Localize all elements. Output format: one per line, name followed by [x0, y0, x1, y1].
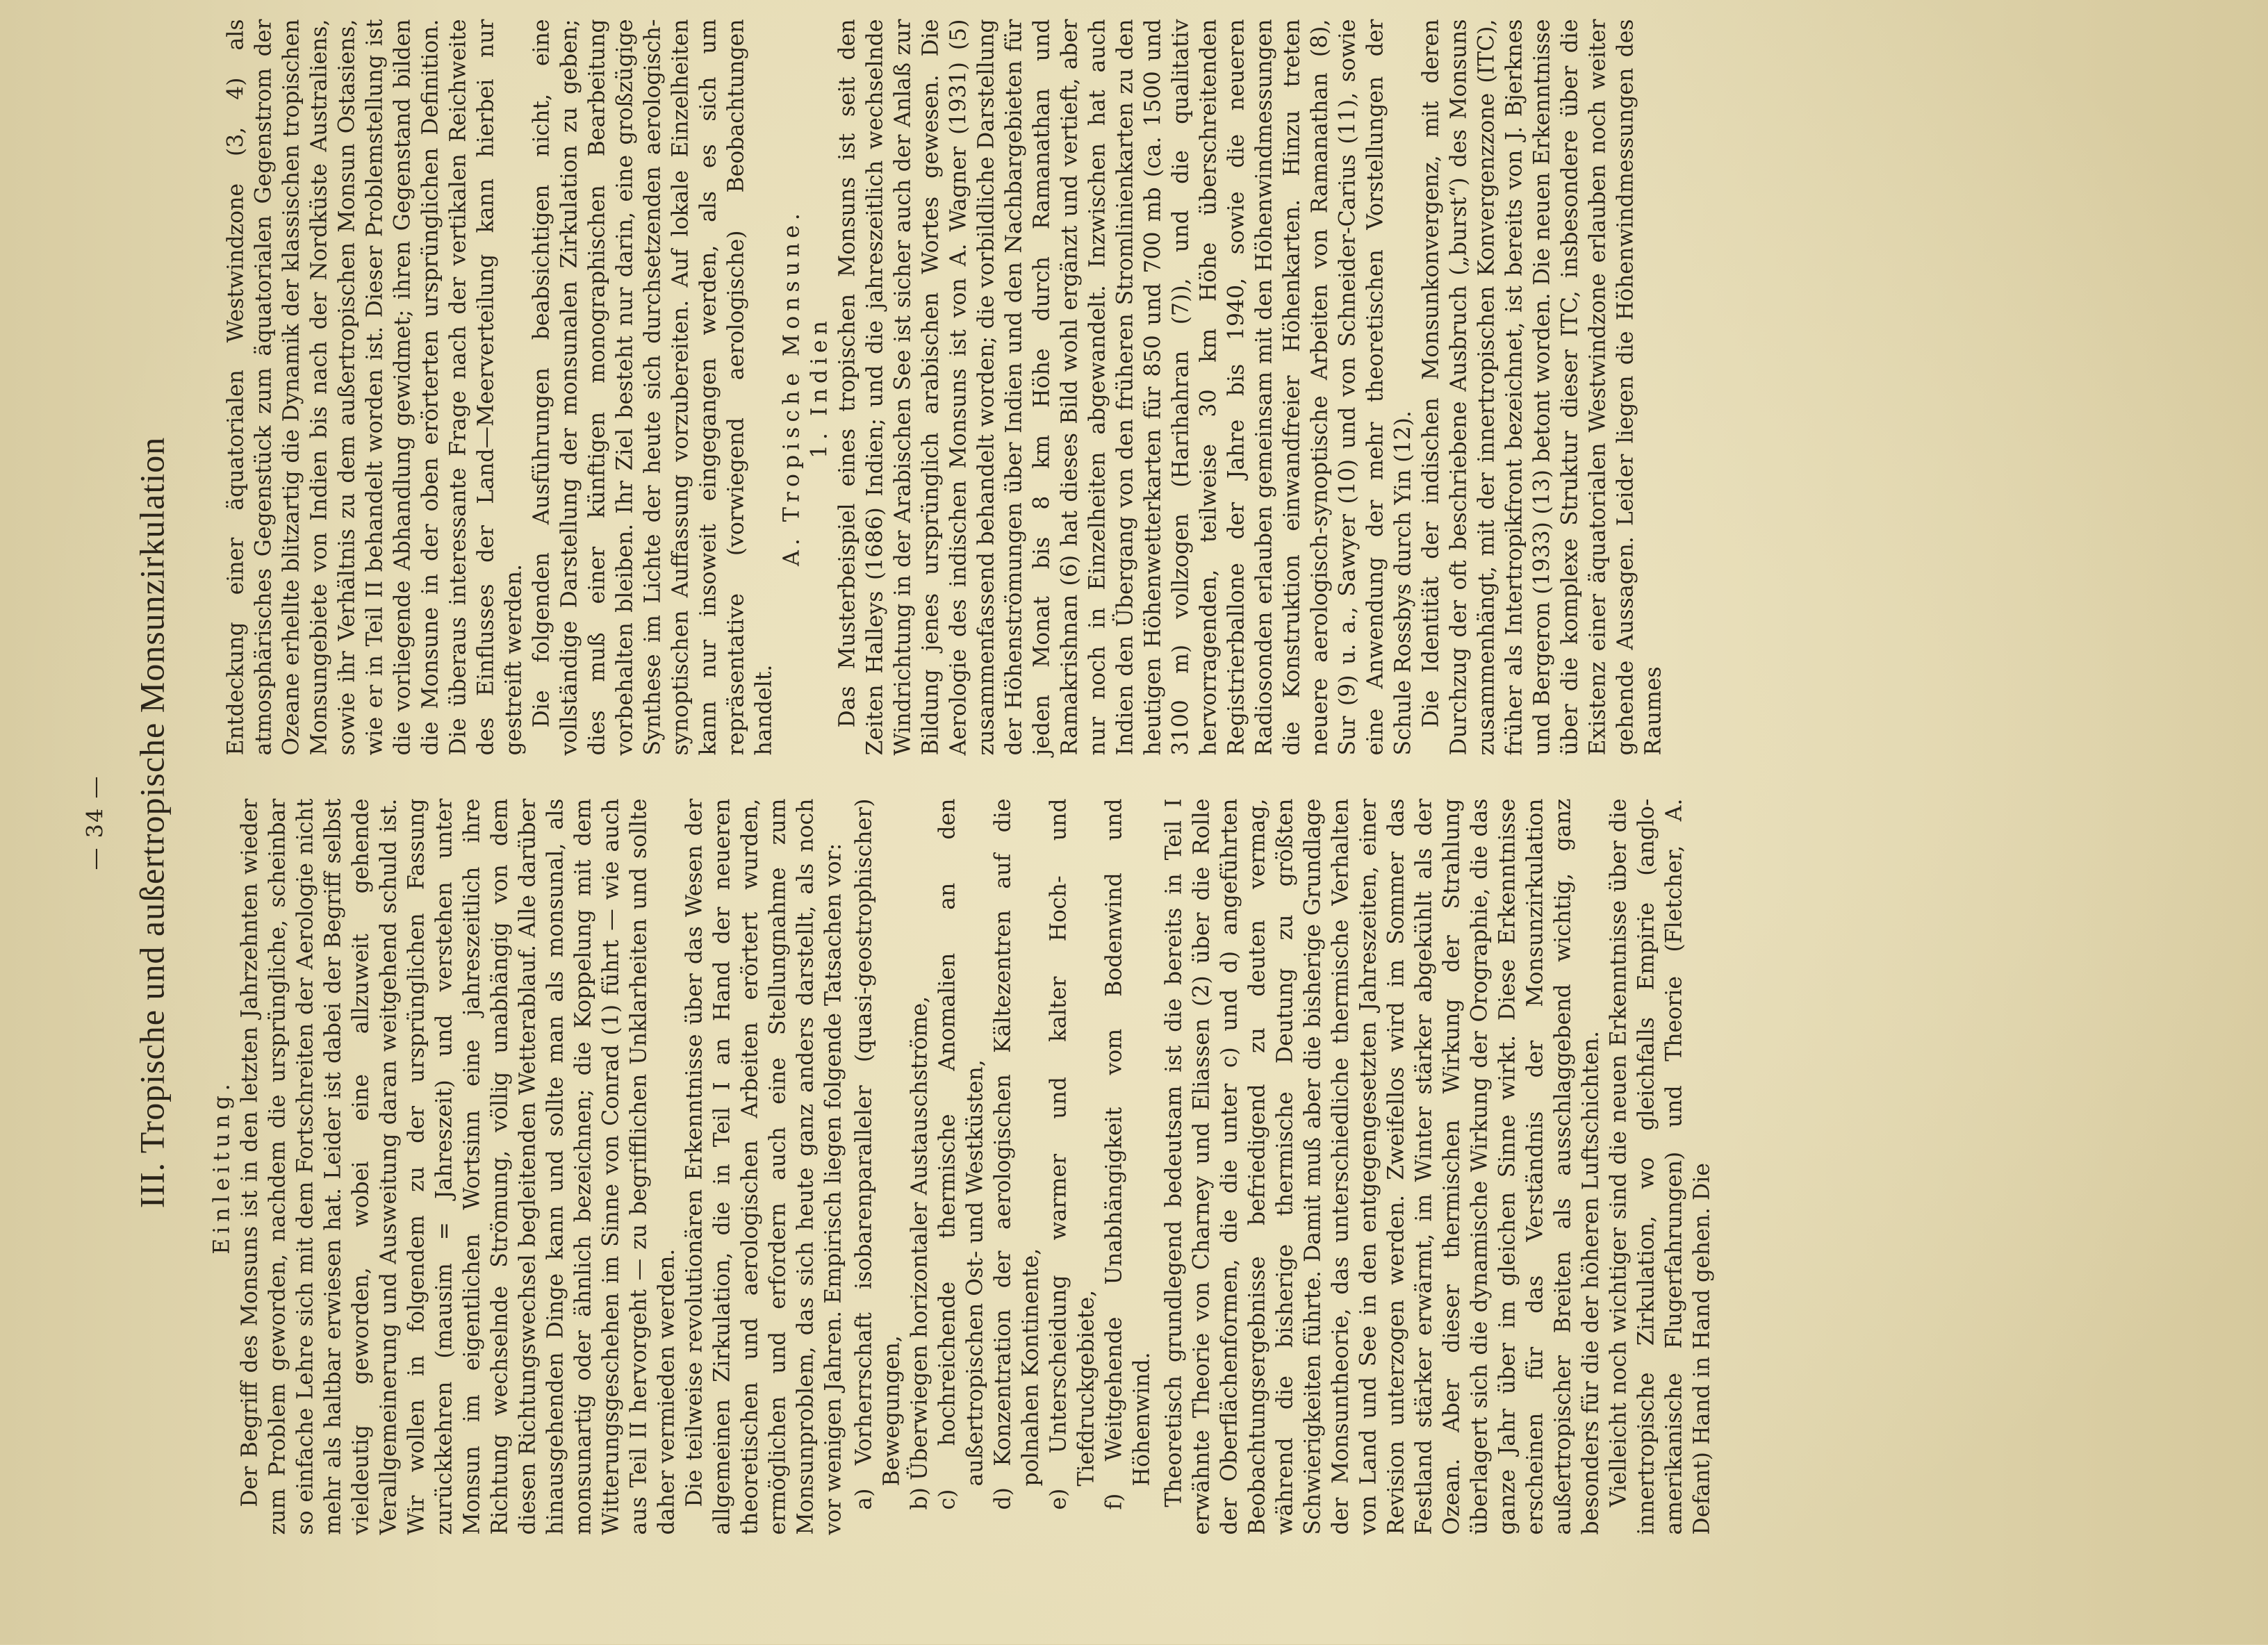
page-number: — 34 — [81, 775, 108, 870]
list-item: f) Weitgehende Unabhängigkeit vom Bodenwind und Höhenwind. [1101, 798, 1155, 1510]
list-item: b) Überwiegen horizontaler Austauschströme, [907, 995, 932, 1510]
page-title: III. Tropische und außertropische Monsunzirkulation [132, 436, 172, 1209]
rotated-page [0, 1, 2268, 1645]
list-item: c) hochreichende thermische Anomalien an den außertropischen Ost- und Westküsten, [935, 798, 988, 1510]
intro-heading: Einleitung. [209, 1079, 235, 1255]
section-1-heading: 1. Indien [807, 316, 832, 458]
intro-paragraph-2: Die teilweise revolutionären Erkenntnisse über das Wesen der allgemeinen Zirkulation, die in Teil I an Hand der neueren theoretischen und aerologischen Arbeiten erörtert wurden, ermöglichen und erfordern auch eine Stellungnahme zum Monsunproblem, das sich heute ganz anders darstellt, als noch vor wenigen Jahren. Empirisch liegen folgende Tatsachen vor: [682, 798, 846, 1535]
intro-paragraph-4: Vielleicht noch wichtiger sind die neuen Erkenntnisse über die innertropische Zirkulation, wo gleichfalls Empirie (anglo-amerikanische Flugerfahrungen) und Theorie (Fletcher, A. Defant) Hand in Hand gehen. Die [1606, 798, 1715, 1535]
section-a-heading: A. Tropische Monsune. [779, 208, 805, 566]
intro-paragraph-3: Theoretisch grundlegend bedeutsam ist die bereits in Teil I erwähnte Theorie von Charney und Eliassen (2) über die Rolle der Oberflächenformen, die die unter c) und d) angeführten Beobachtungsergebnisse befriedigend zu deuten vermag, während die bisherige thermische Deutung zu größten Schwierigkeiten führte. Damit muß aber die bisherige Grundlage der Monsuntheorie, das unterschiedliche thermische Verhalten von Land und See in den entgegengesetzten Jahreszeiten, einer Revision unterzogen werden. Zweifellos wird im Sommer das Festland stärker erwärmt, im Winter stärker abgekühlt als der Ozean. Aber dieser thermischen Wirkung der Strahlung überlagert sich die dynamische Wirkung der Orographie, die das ganze Jahr über im gleichen Sinne wirkt. Diese Erkenntnisse erscheinen für das Verständnis der Monsunzirkulation außertropischer Breiten als ausschlaggebend wichtig, ganz besonders für die der höheren Luftschichten. [1161, 798, 1604, 1535]
list-item: e) Unterscheidung warmer und kalter Hoch- und Tiefdruckgebiete, [1046, 798, 1099, 1510]
right-paragraph-2: Das Musterbeispiel eines tropischen Monsuns ist seit den Zeiten Halleys (1686) Indien; und die jahreszeitlich wechselnde Windrichtung in der Arabischen See ist sicher auch der Anlaß zur Bildung jenes ursprünglich arabischen Wortes gewesen. Die Aerologie des indischen Monsuns ist von A. Wagner (1931) (5) zusammenfassend behandelt worden; die vorbildliche Darstellung der Höhenströmungen über Indien und den Nachbargebieten für jeden Monat bis 8 km Höhe durch Ramanathan und Ramakrishnan (6) hat dieses Bild wohl ergänzt und vertieft, aber nur noch in Einzelheiten abgewandelt. Inzwischen hat auch Indien den Übergang von den früheren Stromlinienkarten zu den heutigen Höhenwetterkarten für 850 und 700 mb (ca. 1500 und 3100 m) vollzogen (Harihahran (7)), und die qualitativ hervorragenden, teilweise 30 km Höhe überschreitenden Registrierballone der Jahre bis 1940, sowie die neueren Radiosonden erlauben gemeinsam mit den Höhenwindmessungen die Konstruktion einwandfreier Höhenkarten. Hinzu treten neuere aerologisch-synoptische Arbeiten von Ramanathan (8), Sur (9) u. a., Sawyer (10) und von Schneider-Carius (11), sowie eine Anwendung der mehr theoretischen Vorstellungen der Schule Rossbys durch Yin (12). [835, 19, 1416, 756]
right-column [222, 19, 1668, 756]
left-column [208, 799, 1716, 1535]
list-item: a) Vorherrschaft isobarenparalleler (quasi-geostrophischer) Bewegungen, [851, 798, 905, 1510]
right-paragraph-1: Die folgenden Ausführungen beabsichtigen nicht, eine vollständige Darstellung der monsunalen Zirkulation zu geben; dies muß einer künftigen monographischen Bearbeitung vorbehalten bleiben. Ihr Ziel besteht nur darin, eine großzügige Synthese im Lichte der heute sich durchsetzenden aerologisch-synoptischen Auffassung vorzubereiten. Auf lokale Einzelheiten kann nur insoweit eingegangen werden, als es sich um repräsentative (vorwiegend aerologische) Beobachtungen handelt. [529, 19, 777, 756]
intro-paragraph-1: Der Begriff des Monsuns ist in den letzten Jahrzehnten wieder zum Problem geworden, nachdem die ursprüngliche, scheinbar so einfache Lehre sich mit dem Fortschreiten der Aerologie nicht mehr als haltbar erwiesen hat. Leider ist dabei der Begriff selbst vieldeutig geworden, wobei eine allzuweit gehende Verallgemeinerung und Ausweitung daran weitgehend schuld ist. Wir wollen in folgendem zu der ursprünglichen Fassung zurückkehren (mausim = Jahreszeit) und verstehen unter Monsun im eigentlichen Wortsinn eine jahreszeitlich ihre Richtung wechselnde Strömung, völlig unabhängig von dem diesen Richtungswechsel begleitenden Wetterablauf. Alle darüber hinausgehenden Dinge kann und sollte man als monsunal, als monsunartig oder ähnlich bezeichnen; die Koppelung mit dem Witterungsgeschehen im Sinne von Conrad (1) führt — wie auch aus Teil II hervorgeht — zu begrifflichen Unklarheiten und sollte daher vermieden werden. [237, 798, 680, 1535]
list-item: d) Konzentration der aerologischen Kältezentren auf die polnahen Kontinente, [990, 798, 1044, 1510]
right-paragraph-0: Entdeckung einer äquatorialen Westwindzone (3, 4) als atmosphärisches Gegenstück zum äquatorialen Gegenstrom der Ozeane erhellte blitzartig die Dynamik der klassischen tropischen Monsungebiete von Indien bis nach der Nordküste Australiens, sowie ihr Verhältnis zu dem außertropischen Monsun Ostasiens, wie er in Teil II behandelt worden ist. Dieser Problemstellung ist die vorliegende Abhandlung gewidmet; ihren Gegenstand bilden die Monsune in der oben erörterten ursprünglichen Definition. Die überaus interessante Frage nach der vertikalen Reichweite des Einflusses der Land—Meerverteilung kann hierbei nur gestreift werden. [223, 19, 527, 756]
facts-list [850, 799, 1156, 1535]
right-paragraph-3: Die Identität der indischen Monsunkonvergenz, mit deren Durchzug der oft beschriebene Ausbruch („burst“) des Monsuns zusammenhängt, mit der innertropischen Konvergenzzone (ITC), früher als Intertropikfront bezeichnet, ist bereits von J. Bjerknes und Bergeron (1933) (13) betont worden. Die neuen Erkenntnisse über die komplexe Struktur dieser ITC, insbesondere über die Existenz einer äquatorialen Westwindzone erlauben noch weiter gehende Aussagen. Leider liegen die Höhenwindmessungen des Raumes [1418, 19, 1666, 756]
